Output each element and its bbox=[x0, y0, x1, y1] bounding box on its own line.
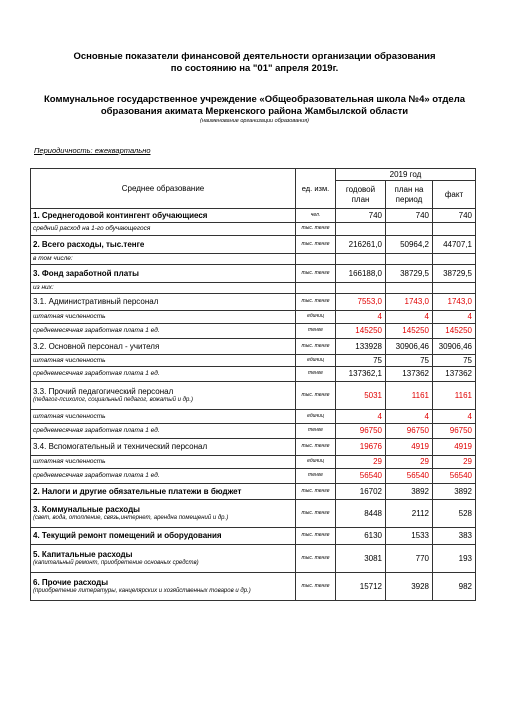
row-period-plan: 4 bbox=[386, 311, 433, 324]
row-label-cell bbox=[31, 573, 296, 601]
row-annual-plan: 4 bbox=[336, 311, 386, 324]
row-label: 2. Всего расходы, тыс.тенге bbox=[31, 236, 296, 254]
row-period-plan: 4 bbox=[386, 410, 433, 424]
report-title-line2: по состоянию на "01" апреля 2019г. bbox=[170, 63, 339, 74]
row-unit: единиц bbox=[296, 410, 336, 424]
table-row bbox=[31, 484, 476, 500]
row-unit bbox=[296, 254, 336, 265]
row-annual-plan: 5031 bbox=[336, 382, 386, 410]
column-header-unit: ед. изм. bbox=[296, 169, 336, 209]
row-annual-plan bbox=[336, 283, 386, 294]
row-period-plan bbox=[386, 223, 433, 236]
row-period-plan: 1161 bbox=[386, 382, 433, 410]
row-period-plan: 2112 bbox=[386, 500, 433, 528]
row-fact: 145250 bbox=[433, 324, 476, 339]
row-annual-plan: 4 bbox=[336, 410, 386, 424]
row-fact: 1743,0 bbox=[433, 294, 476, 311]
row-unit: тыс. тенге bbox=[296, 439, 336, 456]
table-row bbox=[31, 209, 476, 223]
row-unit: тыс. тенге bbox=[296, 573, 336, 601]
row-fact: 4 bbox=[433, 311, 476, 324]
row-label: 3.4. Вспомогательный и технический персонал bbox=[31, 439, 296, 456]
table-row bbox=[31, 223, 476, 236]
row-annual-plan: 133928 bbox=[336, 339, 386, 355]
row-fact: 75 bbox=[433, 355, 476, 367]
row-fact: 4 bbox=[433, 410, 476, 424]
table-row bbox=[31, 294, 476, 311]
row-period-plan: 3928 bbox=[386, 573, 433, 601]
row-unit: тыс. тенге bbox=[296, 500, 336, 528]
row-annual-plan: 740 bbox=[336, 209, 386, 223]
row-label: 1. Среднегодовой контингент обучающиеся bbox=[31, 209, 296, 223]
table-row bbox=[31, 545, 476, 573]
row-label: среднемесячная заработная плата 1 ед. bbox=[31, 469, 296, 484]
row-label: 3. Коммунальные расходы bbox=[33, 504, 140, 514]
column-header-annual-plan: годовой план bbox=[336, 181, 386, 209]
row-fact: 137362 bbox=[433, 367, 476, 382]
table-row bbox=[31, 324, 476, 339]
row-label: 3.1. Административный персонал bbox=[31, 294, 296, 311]
row-period-plan bbox=[386, 254, 433, 265]
row-annual-plan: 16702 bbox=[336, 484, 386, 500]
row-period-plan: 740 bbox=[386, 209, 433, 223]
row-fact: 44707,1 bbox=[433, 236, 476, 254]
row-annual-plan: 6130 bbox=[336, 528, 386, 545]
table-row bbox=[31, 311, 476, 324]
row-label: среднемесячная заработная плата 1 ед. bbox=[31, 324, 296, 339]
row-period-plan: 137362 bbox=[386, 367, 433, 382]
table-row bbox=[31, 254, 476, 265]
row-annual-plan: 216261,0 bbox=[336, 236, 386, 254]
row-fact bbox=[433, 223, 476, 236]
row-annual-plan: 8448 bbox=[336, 500, 386, 528]
row-unit: единиц bbox=[296, 355, 336, 367]
row-label: 5. Капитальные расходы bbox=[33, 549, 133, 559]
table-row bbox=[31, 439, 476, 456]
periodicity-label: Периодичность: ежеквартально bbox=[34, 146, 151, 155]
row-period-plan: 1533 bbox=[386, 528, 433, 545]
row-label: средний расход на 1-го обучающегося bbox=[31, 223, 296, 236]
column-header-period-plan: план на период bbox=[386, 181, 433, 209]
row-label-cell bbox=[31, 382, 296, 410]
row-annual-plan: 3081 bbox=[336, 545, 386, 573]
row-annual-plan: 56540 bbox=[336, 469, 386, 484]
table-row bbox=[31, 456, 476, 469]
organization-name-note: (наименование организации образования) bbox=[200, 118, 309, 124]
organization-name-line1: Коммунальное государственное учреждение «Общеобразовательная школа №4» отдела bbox=[43, 94, 466, 105]
row-unit: тыс. тенге bbox=[296, 223, 336, 236]
row-label-note: (приобретение литературы, канцелярских и хозяйственных товаров и др.) bbox=[33, 588, 251, 595]
row-unit: тенге bbox=[296, 324, 336, 339]
row-label-note: (капитальный ремонт, приобретение основных средств) bbox=[33, 560, 199, 567]
row-annual-plan: 75 bbox=[336, 355, 386, 367]
row-label: 4. Текущий ремонт помещений и оборудования bbox=[31, 528, 296, 545]
row-label: штатная численность bbox=[31, 355, 296, 367]
row-fact: 30906,46 bbox=[433, 339, 476, 355]
table-row bbox=[31, 265, 476, 283]
row-label: штатная численность bbox=[31, 410, 296, 424]
row-fact: 3892 bbox=[433, 484, 476, 500]
row-period-plan: 770 bbox=[386, 545, 433, 573]
row-fact: 740 bbox=[433, 209, 476, 223]
row-label: штатная численность bbox=[31, 456, 296, 469]
row-unit: тыс. тенге bbox=[296, 265, 336, 283]
row-unit: тыс. тенге bbox=[296, 236, 336, 254]
financial-table bbox=[30, 168, 476, 601]
row-unit: тенге bbox=[296, 469, 336, 484]
row-unit: тенге bbox=[296, 424, 336, 439]
row-period-plan: 4919 bbox=[386, 439, 433, 456]
row-unit: тенге bbox=[296, 367, 336, 382]
row-annual-plan: 7553,0 bbox=[336, 294, 386, 311]
row-fact: 29 bbox=[433, 456, 476, 469]
row-fact: 193 bbox=[433, 545, 476, 573]
row-label: среднемесячная заработная плата 1 ед. bbox=[31, 424, 296, 439]
row-fact bbox=[433, 283, 476, 294]
column-header-year: 2019 год bbox=[336, 169, 476, 181]
table-header-row bbox=[31, 169, 476, 181]
row-period-plan: 1743,0 bbox=[386, 294, 433, 311]
row-fact: 38729,5 bbox=[433, 265, 476, 283]
row-fact: 56540 bbox=[433, 469, 476, 484]
organization-name-line2: образования акимата Меркенского района Жамбылской области bbox=[100, 106, 409, 117]
table-row bbox=[31, 500, 476, 528]
row-period-plan: 29 bbox=[386, 456, 433, 469]
table-row bbox=[31, 410, 476, 424]
row-annual-plan bbox=[336, 223, 386, 236]
table-row bbox=[31, 236, 476, 254]
row-annual-plan: 166188,0 bbox=[336, 265, 386, 283]
table-row bbox=[31, 573, 476, 601]
row-period-plan: 75 bbox=[386, 355, 433, 367]
row-fact bbox=[433, 254, 476, 265]
row-unit: тыс. тенге bbox=[296, 339, 336, 355]
row-unit: единиц bbox=[296, 456, 336, 469]
row-fact: 96750 bbox=[433, 424, 476, 439]
table-row bbox=[31, 528, 476, 545]
row-annual-plan: 19676 bbox=[336, 439, 386, 456]
row-label: 3.2. Основной персонал - учителя bbox=[31, 339, 296, 355]
row-period-plan: 38729,5 bbox=[386, 265, 433, 283]
row-annual-plan: 96750 bbox=[336, 424, 386, 439]
row-label: в том числе: bbox=[31, 254, 296, 265]
row-annual-plan: 145250 bbox=[336, 324, 386, 339]
row-period-plan: 50964,2 bbox=[386, 236, 433, 254]
table-row bbox=[31, 355, 476, 367]
table-row bbox=[31, 469, 476, 484]
row-period-plan: 56540 bbox=[386, 469, 433, 484]
column-header-fact: факт bbox=[433, 181, 476, 209]
row-label-cell bbox=[31, 545, 296, 573]
row-label: штатная численность bbox=[31, 311, 296, 324]
row-fact: 383 bbox=[433, 528, 476, 545]
row-fact: 4919 bbox=[433, 439, 476, 456]
row-fact: 1161 bbox=[433, 382, 476, 410]
row-period-plan: 3892 bbox=[386, 484, 433, 500]
row-label: из них: bbox=[31, 283, 296, 294]
row-unit: тыс. тенге bbox=[296, 545, 336, 573]
row-unit bbox=[296, 283, 336, 294]
row-label: 3. Фонд заработной платы bbox=[31, 265, 296, 283]
row-label-cell bbox=[31, 500, 296, 528]
row-annual-plan: 137362,1 bbox=[336, 367, 386, 382]
table-row bbox=[31, 339, 476, 355]
row-annual-plan bbox=[336, 254, 386, 265]
row-unit: тыс. тенге bbox=[296, 528, 336, 545]
row-fact: 982 bbox=[433, 573, 476, 601]
table-row bbox=[31, 367, 476, 382]
row-annual-plan: 29 bbox=[336, 456, 386, 469]
row-period-plan: 96750 bbox=[386, 424, 433, 439]
row-label-note: (свет, вода, отопление, связь,интернет, арендна помещений и др.) bbox=[33, 515, 229, 522]
row-annual-plan: 15712 bbox=[336, 573, 386, 601]
table-row bbox=[31, 283, 476, 294]
row-unit: тыс. тенге bbox=[296, 294, 336, 311]
report-title-line1: Основные показатели финансовой деятельности организации образования bbox=[73, 51, 436, 62]
row-label-note: (педагог-психолог, социальный педагог, вожатый и др.) bbox=[33, 397, 193, 404]
column-header-education: Среднее образование bbox=[31, 169, 296, 209]
row-unit: чел. bbox=[296, 209, 336, 223]
table-row bbox=[31, 382, 476, 410]
row-label: 3.3. Прочий педагогический персонал bbox=[33, 386, 174, 396]
row-period-plan: 145250 bbox=[386, 324, 433, 339]
row-period-plan: 30906,46 bbox=[386, 339, 433, 355]
table-row bbox=[31, 424, 476, 439]
row-fact: 528 bbox=[433, 500, 476, 528]
row-label: 2. Налоги и другие обязательные платежи в бюджет bbox=[31, 484, 296, 500]
row-unit: единиц bbox=[296, 311, 336, 324]
row-unit: тыс. тенге bbox=[296, 382, 336, 410]
row-period-plan bbox=[386, 283, 433, 294]
row-unit: тыс. тенге bbox=[296, 484, 336, 500]
row-label: 6. Прочие расходы bbox=[33, 577, 109, 587]
row-label: среднемесячная заработная плата 1 ед. bbox=[31, 367, 296, 382]
